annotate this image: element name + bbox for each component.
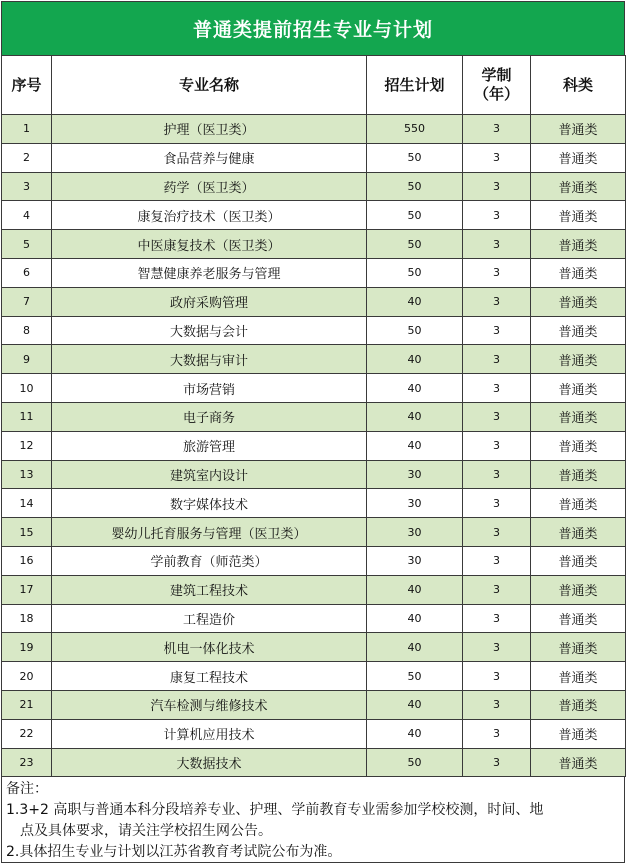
cell-plan: 40 (367, 575, 463, 604)
cell-category: 普通类 (531, 115, 626, 144)
table-row (2, 143, 626, 172)
cell-major: 工程造价 (52, 604, 367, 633)
cell-plan: 550 (367, 115, 463, 144)
table-row (2, 172, 626, 201)
notes-heading: 备注： (6, 781, 48, 798)
cell-category: 普通类 (531, 172, 626, 201)
cell-major: 大数据技术 (52, 748, 367, 777)
cell-category: 普通类 (531, 258, 626, 287)
cell-plan: 30 (367, 518, 463, 547)
table-row (2, 518, 626, 547)
cell-years: 3 (463, 431, 531, 460)
cell-years: 3 (463, 748, 531, 777)
table-row (2, 115, 626, 144)
header-plan: 招生计划 (367, 56, 463, 115)
cell-category: 普通类 (531, 402, 626, 431)
cell-index: 6 (2, 258, 52, 287)
cell-plan: 40 (367, 604, 463, 633)
cell-years: 3 (463, 690, 531, 719)
cell-major: 数字媒体技术 (52, 489, 367, 518)
table-row (2, 460, 626, 489)
cell-plan: 30 (367, 489, 463, 518)
cell-years: 3 (463, 604, 531, 633)
cell-category: 普通类 (531, 604, 626, 633)
table-row (2, 719, 626, 748)
cell-major: 大数据与审计 (52, 345, 367, 374)
cell-category: 普通类 (531, 143, 626, 172)
cell-category: 普通类 (531, 431, 626, 460)
table-row (2, 575, 626, 604)
cell-plan: 40 (367, 345, 463, 374)
table-row (2, 287, 626, 316)
cell-index: 3 (2, 172, 52, 201)
cell-category: 普通类 (531, 546, 626, 575)
cell-category: 普通类 (531, 489, 626, 518)
note-item-2: 2.具体招生专业与计划以江苏省教育考试院公布为准。 (6, 844, 342, 861)
cell-years: 3 (463, 143, 531, 172)
header-years-line1: 学制 (481, 66, 512, 84)
cell-years: 3 (463, 575, 531, 604)
cell-category: 普通类 (531, 201, 626, 230)
page-title: 普通类提前招生专业与计划 (1, 1, 625, 55)
cell-index: 2 (2, 143, 52, 172)
cell-years: 3 (463, 633, 531, 662)
table-row (2, 201, 626, 230)
cell-years: 3 (463, 546, 531, 575)
cell-category: 普通类 (531, 230, 626, 259)
table-header-row (2, 56, 626, 115)
cell-years: 3 (463, 201, 531, 230)
notes-section (1, 777, 625, 863)
cell-category: 普通类 (531, 633, 626, 662)
table-row (2, 633, 626, 662)
cell-years: 3 (463, 316, 531, 345)
cell-index: 5 (2, 230, 52, 259)
cell-major: 机电一体化技术 (52, 633, 367, 662)
cell-category: 普通类 (531, 690, 626, 719)
cell-major: 建筑室内设计 (52, 460, 367, 489)
cell-index: 21 (2, 690, 52, 719)
cell-major: 药学（医卫类） (52, 172, 367, 201)
cell-plan: 50 (367, 258, 463, 287)
cell-index: 14 (2, 489, 52, 518)
cell-plan: 50 (367, 316, 463, 345)
cell-years: 3 (463, 489, 531, 518)
cell-major: 康复工程技术 (52, 662, 367, 691)
cell-index: 15 (2, 518, 52, 547)
cell-plan: 40 (367, 431, 463, 460)
cell-major: 康复治疗技术（医卫类） (52, 201, 367, 230)
cell-major: 旅游管理 (52, 431, 367, 460)
table-row (2, 489, 626, 518)
cell-index: 23 (2, 748, 52, 777)
cell-index: 19 (2, 633, 52, 662)
cell-major: 政府采购管理 (52, 287, 367, 316)
table-row (2, 374, 626, 403)
cell-category: 普通类 (531, 316, 626, 345)
cell-index: 12 (2, 431, 52, 460)
cell-major: 智慧健康养老服务与管理 (52, 258, 367, 287)
note-item-1-line-2: 点及具体要求，请关注学校招生网公告。 (20, 823, 272, 840)
cell-index: 10 (2, 374, 52, 403)
header-years (463, 56, 531, 115)
cell-years: 3 (463, 172, 531, 201)
cell-plan: 30 (367, 546, 463, 575)
cell-major: 市场营销 (52, 374, 367, 403)
cell-years: 3 (463, 287, 531, 316)
cell-index: 16 (2, 546, 52, 575)
table-row (2, 662, 626, 691)
cell-years: 3 (463, 374, 531, 403)
cell-index: 20 (2, 662, 52, 691)
admission-plan-document (1, 1, 625, 863)
cell-plan: 50 (367, 662, 463, 691)
table-row (2, 230, 626, 259)
cell-major: 计算机应用技术 (52, 719, 367, 748)
cell-years: 3 (463, 258, 531, 287)
cell-plan: 40 (367, 402, 463, 431)
cell-major: 大数据与会计 (52, 316, 367, 345)
cell-category: 普通类 (531, 719, 626, 748)
cell-index: 7 (2, 287, 52, 316)
header-major: 专业名称 (52, 56, 367, 115)
cell-category: 普通类 (531, 345, 626, 374)
cell-major: 建筑工程技术 (52, 575, 367, 604)
table-row (2, 604, 626, 633)
cell-years: 3 (463, 230, 531, 259)
cell-major: 汽车检测与维修技术 (52, 690, 367, 719)
cell-major: 电子商务 (52, 402, 367, 431)
cell-plan: 40 (367, 374, 463, 403)
cell-category: 普通类 (531, 460, 626, 489)
cell-plan: 40 (367, 633, 463, 662)
table-row (2, 345, 626, 374)
table-row (2, 402, 626, 431)
table-row (2, 316, 626, 345)
header-years-line2: （年） (473, 85, 519, 103)
cell-major: 中医康复技术（医卫类） (52, 230, 367, 259)
cell-index: 4 (2, 201, 52, 230)
cell-category: 普通类 (531, 287, 626, 316)
cell-years: 3 (463, 662, 531, 691)
cell-plan: 50 (367, 748, 463, 777)
cell-index: 1 (2, 115, 52, 144)
cell-major: 食品营养与健康 (52, 143, 367, 172)
cell-index: 13 (2, 460, 52, 489)
cell-category: 普通类 (531, 575, 626, 604)
cell-category: 普通类 (531, 518, 626, 547)
header-index: 序号 (2, 56, 52, 115)
header-category: 科类 (531, 56, 626, 115)
cell-index: 9 (2, 345, 52, 374)
table-row (2, 258, 626, 287)
cell-index: 18 (2, 604, 52, 633)
cell-years: 3 (463, 345, 531, 374)
cell-category: 普通类 (531, 662, 626, 691)
cell-index: 8 (2, 316, 52, 345)
cell-plan: 50 (367, 201, 463, 230)
cell-plan: 40 (367, 287, 463, 316)
cell-years: 3 (463, 460, 531, 489)
cell-major: 护理（医卫类） (52, 115, 367, 144)
cell-plan: 40 (367, 719, 463, 748)
admission-plan-table (1, 55, 626, 777)
cell-plan: 50 (367, 172, 463, 201)
table-row (2, 546, 626, 575)
table-row (2, 748, 626, 777)
cell-plan: 50 (367, 143, 463, 172)
table-row (2, 690, 626, 719)
cell-plan: 30 (367, 460, 463, 489)
cell-years: 3 (463, 518, 531, 547)
cell-category: 普通类 (531, 374, 626, 403)
cell-index: 22 (2, 719, 52, 748)
cell-plan: 40 (367, 690, 463, 719)
cell-category: 普通类 (531, 748, 626, 777)
cell-major: 学前教育（师范类） (52, 546, 367, 575)
cell-years: 3 (463, 115, 531, 144)
table-row (2, 431, 626, 460)
cell-index: 17 (2, 575, 52, 604)
cell-index: 11 (2, 402, 52, 431)
note-item-1-line-1: 1.3+2 高职与普通本科分段培养专业、护理、学前教育专业需参加学校校测，时间、地 (6, 802, 544, 819)
cell-years: 3 (463, 719, 531, 748)
cell-years: 3 (463, 402, 531, 431)
cell-plan: 50 (367, 230, 463, 259)
cell-major: 婴幼儿托育服务与管理（医卫类） (52, 518, 367, 547)
